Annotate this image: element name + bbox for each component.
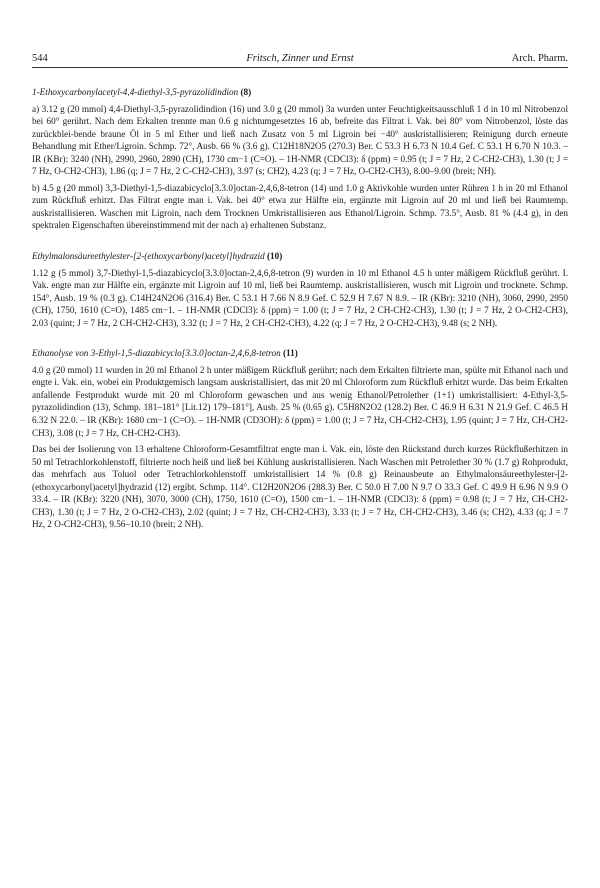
article-body <box>32 86 568 535</box>
running-authors: Fritsch, Zinner und Ernst <box>246 53 354 64</box>
section-title-8 <box>32 86 568 99</box>
compound-number: (10) <box>266 251 283 262</box>
section-title-11 <box>32 347 568 360</box>
compound-number: (8) <box>240 87 252 97</box>
header-rule <box>32 67 568 68</box>
page-number: 544 <box>32 53 48 64</box>
journal-name: Arch. Pharm. <box>511 53 568 64</box>
section-title-text: Ethanolyse von 3-Ethyl-1,5-diazabicyclo[3.3.0]octan-2,4,6,8-tetron <box>32 348 281 359</box>
section-title-10 <box>32 250 568 263</box>
compound-number: (11) <box>283 348 298 359</box>
paragraph-b: b) 4.5 g (20 mmol) 3,3-Diethyl-1,5-diazabicyclo[3.3.0]octan-2,4,6,8-tetron (14) und 1.0 g Aktivkohle wurden unter Rühren 1 h in 20 ml Ethanol zum Rückfluß erhitzt. Das Filtrat engte man i. Vak. bei 40° etwa zur Hälfte ein, ergänzte mit Ligroin auf 20 ml und ließ bei Raumtemp. auskristallisieren. Waschen mit Ligroin, nach dem Trocknen Umkristallisieren aus Ethanol/Ligroin. Schmp. 73.5°, Ausb. 81 % (4.4 g), in den spektralen Eigenschaften übereinstimmend mit der nach a) erhaltenen Substanz. <box>32 182 568 231</box>
paragraph: 1.12 g (5 mmol) 3,7-Diethyl-1,5-diazabicyclo[3.3.0]octan-2,4,6,8-tetron (9) wurden in 10 ml Ethanol 4.5 h unter mäßigem Rückfluß gerührt. I. Vak. engte man zur Hälfte ein, ergänzte mit Ligroin auf 10 ml, ließ bei Raumtemp. auskristallisieren, wusch mit Ligroin und trocknete. Schmp. 154°, Ausb. 19 % (0.3 g). C14H24N2O6 (316.4) Ber. C 53.1 H 7.66 N 8.9 Gef. C 52.9 H 7.67 N 8.9. – IR (KBr): 3210 (NH), 3060, 2990, 2950 (CH), 1750, 1610 (C=O), 1485 cm−1. – 1H-NMR (CDCl3): δ (ppm) = 1.00 (t; J = 7 Hz, 2 CH-CH2-CH3), 1.30 (t; J = 7 Hz, 2 O-CH2-CH3), 2.03 (quint; J = 7 Hz, 2 CH-CH2-CH3), 3.32 (t; J = 7 Hz, 2 CH-CH2-CH3), 4.22 (q; J = 7 Hz, 2 O-CH2-CH3), 9.48 (s; 2 NH). <box>32 267 568 328</box>
section-title-text: 1-Ethoxycarbonylacetyl-4,4-diethyl-3,5-pyrazolidindion <box>32 87 239 97</box>
paragraph-2: Das bei der Isolierung von 13 erhaltene Chloroform-Gesamtfiltrat engte man i. Vak. ein, löste den Rückstand durch kurzes Rückflußerhitzen in 50 ml Tetrachlorkohlenstoff, filtrierte noch heiß und ließ bei Kühlung auskristallisieren. Nach Waschen mit Petrolether 30 % (1.7 g) Rohprodukt, das mehrfach aus Toluol oder Tetrachlorkohlenstoff umkristallisiert 14 % (0.8 g) Reinausbeute an Ethylmalonsäureethylester-[2-(ethoxycarbonyl)acetyl]hydrazid (12) ergibt. Schmp. 114°. C12H20N2O6 (288.3) Ber. C 50.0 H 7.00 N 9.7 O 33.3 Gef. C 49.9 H 6.96 N 9.9 O 33.4. – IR (KBr): 3220 (NH), 3070, 3000 (CH), 1750, 1610 (C=O), 1500 cm−1. – 1H-NMR (CDCl3): δ (ppm) = 0.98 (t; J = 7 Hz, CH-CH2-CH3), 1.30 (t; J = 7 Hz, 2 O-CH2-CH3), 2.02 (quint; J = 7 Hz, CH-CH2-CH3), 3.33 (t; J = 7 Hz, CH-CH2-CH3), 3.46 (s; CH2), 4.33 (q; J = 7 Hz, 2 O-CH2-CH3), 9.56–10.10 (breit; 2 NH). <box>32 444 568 530</box>
paragraph-1: 4.0 g (20 mmol) 11 wurden in 20 ml Ethanol 2 h unter mäßigem Rückfluß gerührt; nach dem Erkalten filtrierte man, spülte mit Ethanol nach und engte i. Vak. ein, wobei ein Produktgemisch langsam auskristallisiert, das mit 20 ml Chloroform zum Rückfluß erhitzt wurde. Das beim Erkalten anfallende Festprodukt wurde mit 20 ml Chloroform gewaschen und aus wenig Ethanol/Petrolether (1+1) umkristallisiert: 4-Ethyl-3,5-pyrazolidindion (13), Schmp. 181–181° [Lit.12) 179–181°], Ausb. 25 % (0.65 g). C5H8N2O2 (128.2) Ber. C 46.9 H 6.31 N 21.9 Gef. C 46.5 H 6.32 N 22.0. – IR (KBr): 1680 cm−1 (C=O). – 1H-NMR (CD3OH): δ (ppm) = 1.00 (t; J = 7 Hz, CH-CH2-CH3), 1.95 (quint; J = 7 Hz, CH-CH2-CH3), 3.08 (t; J = 7 Hz, CH-CH2-CH3). <box>32 364 568 438</box>
running-header <box>32 52 568 66</box>
section-title-text: Ethylmalonsäureethylester-[2-(ethoxycarbonyl)acetyl]hydrazid <box>32 251 265 262</box>
paragraph-a: a) 3.12 g (20 mmol) 4,4-Diethyl-3,5-pyrazolidindion (16) und 3.0 g (20 mmol) 3a wurden unter Feuchtigkeitsausschluß 1 d in 10 ml Nitrobenzol bei 60° gerührt. Nach dem Erkalten trennte man 0.6 g nichtumgesetztes 16 ab, befreite das Filtrat i. Vak. bei 80° vom Nitrobenzol, löste das zurückblei-bende braune Öl in 5 ml Ether und ließ nach Zusatz von 5 ml Ligroin bei −40° auskristallisieren; Reinigung durch erneute Behandlung mit Ether/Ligroin. Schmp. 72°, Ausb. 66 % (3.6 g). C12H18N2O5 (270.3) Ber. C 53.3 H 6.73 N 10.4 Gef. C 53.1 H 6.70 N 10.3. – IR (KBr): 3240 (NH), 2990, 2960, 2890 (CH), 1730 cm−1 (C=O). – 1H-NMR (CDCl3): δ (ppm) = 0.95 (t; J = 7 Hz, 2 C-CH2-CH3), 1.30 (t; J = 7 Hz, O-CH2-CH3), 1.86 (q; J = 7 Hz, 2 C-CH2-CH3), 3.97 (s; CH2), 4.23 (q; J = 7 Hz, O-CH2-CH3), 8.00–9.00 (breit; NH). <box>32 103 568 177</box>
